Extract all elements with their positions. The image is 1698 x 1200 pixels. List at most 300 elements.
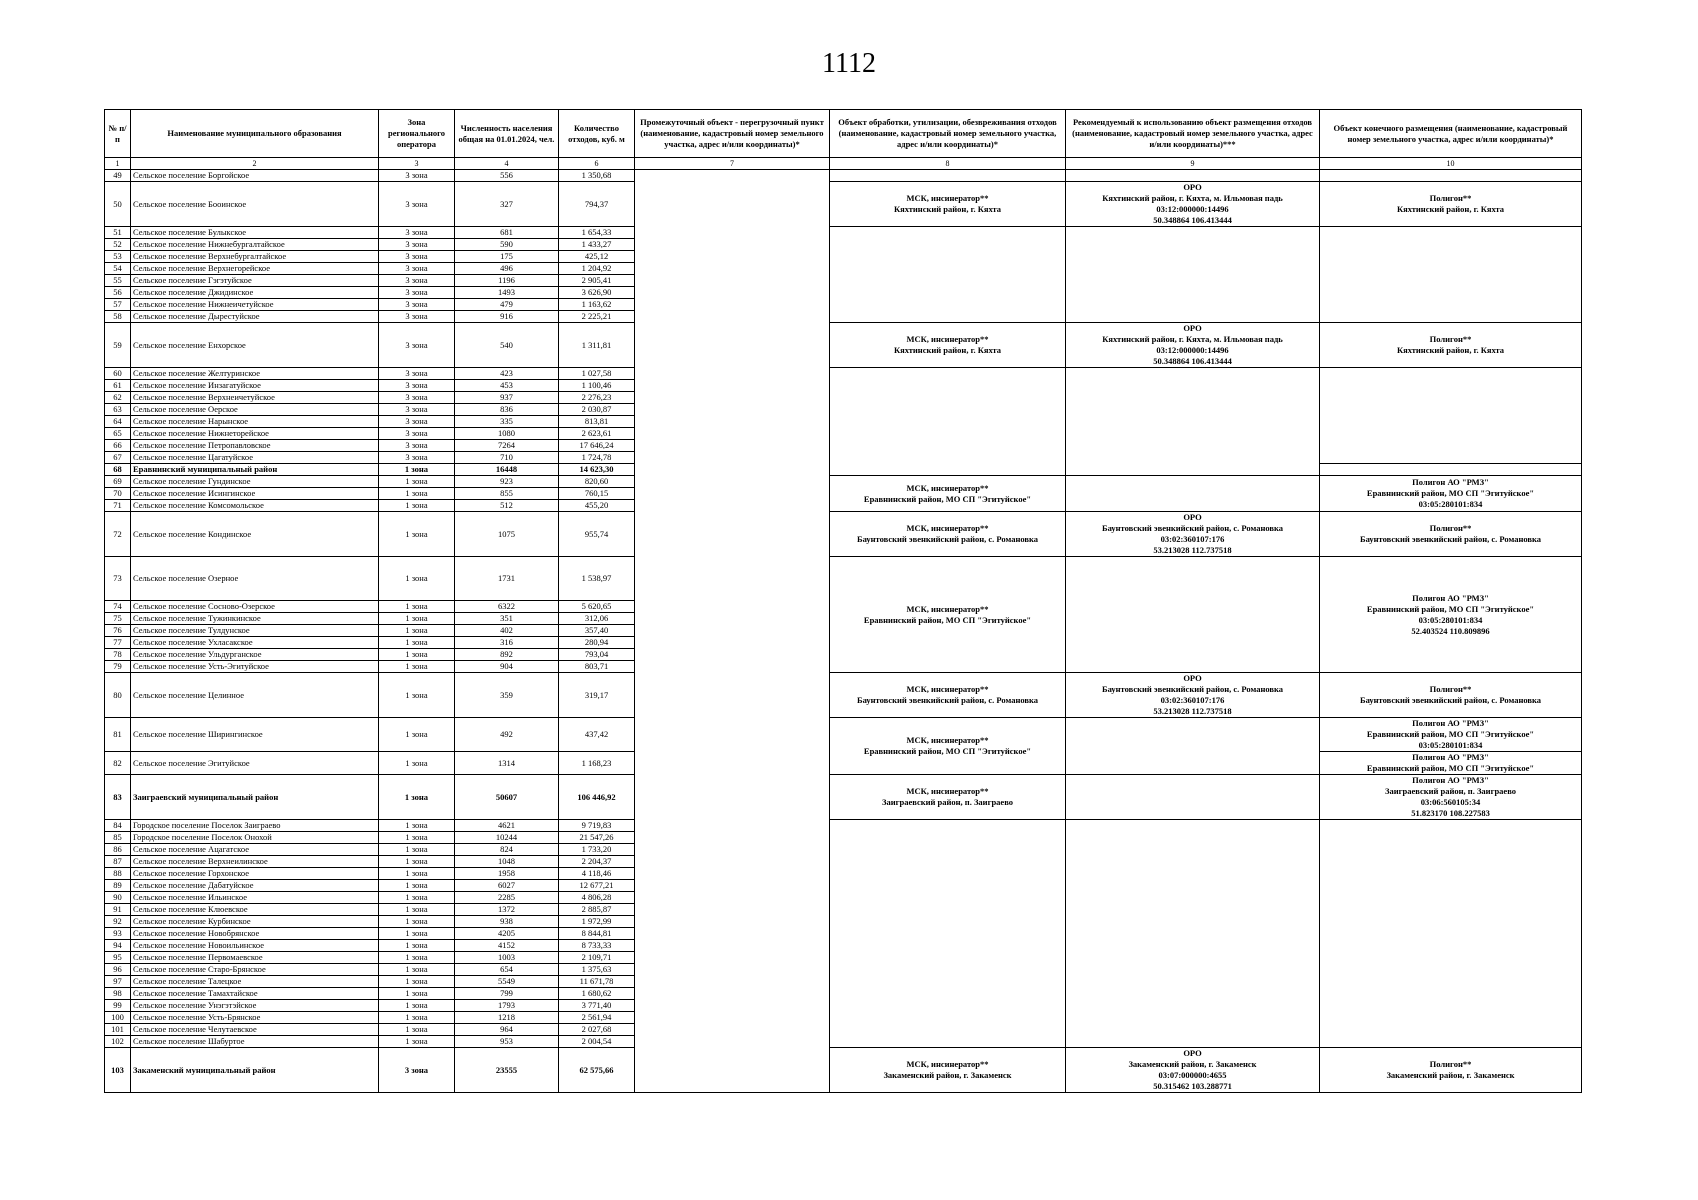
row-number: 85 [105,832,131,844]
population: 512 [455,500,559,512]
row-number: 79 [105,661,131,673]
municipality-name: Сельское поселение Верхнеичетуйское [131,392,379,404]
row-number: 95 [105,952,131,964]
facility-line: Кяхтинский район, г. Кяхта [1396,204,1505,214]
population: 4152 [455,940,559,952]
operator-zone: 1 зона [379,904,455,916]
population: 799 [455,988,559,1000]
colnum: 9 [1066,158,1320,170]
facility-line: ОРО [1183,1048,1202,1058]
waste-volume: 5 620,65 [559,601,635,613]
municipality-name: Сельское поселение Булыкское [131,227,379,239]
row-number: 91 [105,904,131,916]
facility-line: МСК, инсинератор** [906,786,989,796]
population: 359 [455,673,559,718]
waste-volume: 14 623,30 [559,464,635,476]
population: 938 [455,916,559,928]
facility-line: Кяхтинский район, г. Кяхта, м. Ильмовая падь [1102,334,1283,344]
municipality-name: Сельское поселение Исингинское [131,488,379,500]
table-row [105,323,1582,368]
operator-zone: 3 зона [379,368,455,380]
final-facility-cell [1320,718,1582,752]
waste-volume: 4 806,28 [559,892,635,904]
municipality-name: Еравнинский муниципальный район [131,464,379,476]
row-number: 73 [105,557,131,601]
row-number: 64 [105,416,131,428]
operator-zone: 1 зона [379,1036,455,1048]
municipality-name: Сельское поселение Горхонское [131,868,379,880]
waste-volume: 760,15 [559,488,635,500]
facility-line: 53.213028 112.737518 [1153,706,1232,716]
operator-zone: 3 зона [379,227,455,239]
colnum: 2 [131,158,379,170]
population: 556 [455,170,559,182]
waste-volume: 8 733,33 [559,940,635,952]
facility-line: Полигон** [1429,193,1472,203]
final-facility-cell [1320,464,1582,476]
operator-zone: 1 зона [379,856,455,868]
facility-line: ОРО [1183,323,1202,333]
waste-volume: 2 623,61 [559,428,635,440]
municipality-name: Сельское поселение Тужинкинское [131,613,379,625]
facility-line: Кяхтинский район, г. Кяхта, м. Ильмовая падь [1102,193,1283,203]
facility-line: Баунтовский эвенкийский район, с. Романовка [1359,534,1542,544]
row-number: 84 [105,820,131,832]
municipality-name: Сельское поселение Оерское [131,404,379,416]
row-number: 103 [105,1048,131,1093]
operator-zone: 3 зона [379,404,455,416]
operator-zone: 1 зона [379,464,455,476]
population: 1048 [455,856,559,868]
final-facility-cell [1320,673,1582,718]
row-number: 53 [105,251,131,263]
municipality-name: Сельское поселение Верхнегорейское [131,263,379,275]
population: 1493 [455,287,559,299]
population: 923 [455,476,559,488]
processing-facility-cell [830,1048,1066,1093]
header-row [105,110,1582,158]
facility-line: Полигон АО "РМЗ" [1412,752,1489,762]
waste-volume: 2 030,87 [559,404,635,416]
population: 492 [455,718,559,752]
page-number: 1112 [822,48,876,79]
waste-volume: 820,60 [559,476,635,488]
final-facility-cell [1320,227,1582,323]
facility-line: ОРО [1183,182,1202,192]
operator-zone: 3 зона [379,182,455,227]
facility-line: Еравнинский район, МО СП "Эгитуйское" [1366,488,1535,498]
population: 6027 [455,880,559,892]
facility-line: 03:02:360107:176 [1160,695,1225,705]
row-number: 102 [105,1036,131,1048]
population: 10244 [455,832,559,844]
row-number: 83 [105,775,131,820]
waste-volume: 1 350,68 [559,170,635,182]
colnum: 1 [105,158,131,170]
waste-volume: 1 163,62 [559,299,635,311]
municipality-name: Городское поселение Поселок Заиграево [131,820,379,832]
municipality-name: Сельское поселение Дабатуйское [131,880,379,892]
row-number: 61 [105,380,131,392]
population: 1314 [455,752,559,775]
facility-line: МСК, инсинератор** [906,684,989,694]
population: 824 [455,844,559,856]
waste-volume: 17 646,24 [559,440,635,452]
facility-line: Полигон** [1429,334,1472,344]
population: 479 [455,299,559,311]
processing-facility-cell [830,718,1066,775]
waste-volume: 1 204,92 [559,263,635,275]
waste-volume: 1 680,62 [559,988,635,1000]
municipality-name: Сельское поселение Джидинское [131,287,379,299]
colnum: 10 [1320,158,1582,170]
operator-zone: 1 зона [379,718,455,752]
municipality-name: Сельское поселение Усть-Эгитуйское [131,661,379,673]
recommended-facility-cell [1066,1048,1320,1093]
facility-line: МСК, инсинератор** [906,603,989,614]
population: 953 [455,1036,559,1048]
recommended-facility-cell [1066,718,1320,775]
population: 1218 [455,1012,559,1024]
operator-zone: 1 зона [379,820,455,832]
recommended-facility-cell [1066,170,1320,182]
row-number: 97 [105,976,131,988]
row-number: 81 [105,718,131,752]
population: 175 [455,251,559,263]
municipality-name: Сельское поселение Ухласакское [131,637,379,649]
row-number: 66 [105,440,131,452]
municipality-name: Сельское поселение Унэгэтэйское [131,1000,379,1012]
facility-line: Полигон АО "РМЗ" [1412,477,1489,487]
municipality-name: Сельское поселение Гундинское [131,476,379,488]
row-number: 90 [105,892,131,904]
municipality-name: Сельское поселение Ильинское [131,892,379,904]
waste-volume: 2 885,87 [559,904,635,916]
facility-line: Полигон АО "РМЗ" [1412,592,1489,603]
waste-volume: 2 204,37 [559,856,635,868]
waste-volume: 2 225,21 [559,311,635,323]
waste-volume: 280,94 [559,637,635,649]
waste-volume: 803,71 [559,661,635,673]
operator-zone: 3 зона [379,251,455,263]
waste-volume: 1 654,33 [559,227,635,239]
processing-facility-cell [830,323,1066,368]
municipality-name: Сельское поселение Талецкое [131,976,379,988]
processing-facility-cell [830,775,1066,820]
row-number: 100 [105,1012,131,1024]
row-number: 71 [105,500,131,512]
waste-volume: 1 027,58 [559,368,635,380]
waste-volume: 437,42 [559,718,635,752]
facility-line: Полигон АО "РМЗ" [1412,775,1489,785]
operator-zone: 1 зона [379,613,455,625]
header-recommended: Рекомендуемый к использованию объект размещения отходов (наименование, кадастровый номер земельного участка, адрес и/или координаты)*** [1066,110,1320,158]
table-row [105,182,1582,227]
municipality-name: Сельское поселение Нижнеичетуйское [131,299,379,311]
colnum: 4 [455,158,559,170]
waste-volume: 1 733,20 [559,844,635,856]
municipality-name: Сельское поселение Целинное [131,673,379,718]
population: 836 [455,404,559,416]
facility-line: Еравнинский район, МО СП "Эгитуйское" [863,614,1032,625]
waste-volume: 1 972,99 [559,916,635,928]
recommended-facility-cell [1066,227,1320,323]
operator-zone: 3 зона [379,416,455,428]
table-row [105,1048,1582,1093]
transfer-facility-cell [635,170,830,1093]
municipality-name: Сельское поселение Ульдурганское [131,649,379,661]
facility-line: 03:02:360107:176 [1160,534,1225,544]
waste-volume: 11 671,78 [559,976,635,988]
population: 16448 [455,464,559,476]
municipality-name: Сельское поселение Цагатуйское [131,452,379,464]
waste-volume: 4 118,46 [559,868,635,880]
population: 351 [455,613,559,625]
row-number: 78 [105,649,131,661]
municipality-name: Сельское поселение Кондинское [131,512,379,557]
row-number: 74 [105,601,131,613]
population: 1793 [455,1000,559,1012]
operator-zone: 3 зона [379,287,455,299]
municipality-name: Сельское поселение Эгитуйское [131,752,379,775]
row-number: 60 [105,368,131,380]
final-facility-cell [1320,476,1582,512]
processing-facility-cell [830,820,1066,1048]
operator-zone: 1 зона [379,601,455,613]
waste-volume: 319,17 [559,673,635,718]
facility-line: Полигон** [1429,1059,1472,1069]
row-number: 87 [105,856,131,868]
row-number: 86 [105,844,131,856]
final-facility-cell [1320,512,1582,557]
operator-zone: 1 зона [379,976,455,988]
waste-volume: 8 844,81 [559,928,635,940]
row-number: 49 [105,170,131,182]
population: 316 [455,637,559,649]
facility-line: Заиграевский район, п. Заиграево [1385,786,1516,796]
row-number: 69 [105,476,131,488]
operator-zone: 3 зона [379,323,455,368]
population: 590 [455,239,559,251]
population: 681 [455,227,559,239]
waste-volume: 1 311,81 [559,323,635,368]
operator-zone: 3 зона [379,452,455,464]
population: 496 [455,263,559,275]
row-number: 56 [105,287,131,299]
municipality-name: Сельское поселение Верхнебургалтайское [131,251,379,263]
row-number: 80 [105,673,131,718]
facility-line: Баунтовский эвенкийский район, с. Романовка [856,534,1039,544]
municipality-name: Сельское поселение Нижнеторейское [131,428,379,440]
operator-zone: 1 зона [379,649,455,661]
municipality-name: Сельское поселение Ширингинское [131,718,379,752]
operator-zone: 3 зона [379,392,455,404]
operator-zone: 3 зона [379,311,455,323]
population: 327 [455,182,559,227]
processing-facility-cell [830,673,1066,718]
operator-zone: 1 зона [379,637,455,649]
header-population: Численность населения общая на 01.01.2024, чел. [455,110,559,158]
waste-volume: 2 004,54 [559,1036,635,1048]
municipality-name: Заиграевский муниципальный район [131,775,379,820]
population: 335 [455,416,559,428]
facility-line: 51.823170 108.227583 [1411,808,1490,818]
municipality-name: Сельское поселение Дырестуйское [131,311,379,323]
facility-line: 50.315462 103.288771 [1153,1081,1232,1091]
recommended-facility-cell [1066,775,1320,820]
processing-facility-cell [830,227,1066,323]
population: 1196 [455,275,559,287]
municipality-name: Сельское поселение Сосново-Озерское [131,601,379,613]
operator-zone: 1 зона [379,500,455,512]
row-number: 52 [105,239,131,251]
population: 6322 [455,601,559,613]
waste-volume: 1 100,46 [559,380,635,392]
municipality-name: Сельское поселение Нарынское [131,416,379,428]
operator-zone: 1 зона [379,1024,455,1036]
row-number: 58 [105,311,131,323]
population: 654 [455,964,559,976]
municipality-name: Сельское поселение Бооинское [131,182,379,227]
recommended-facility-cell [1066,673,1320,718]
facility-line: Еравнинский район, МО СП "Эгитуйское" [1366,603,1535,614]
table-row [105,170,1582,182]
population: 50607 [455,775,559,820]
recommended-facility-cell [1066,512,1320,557]
population: 937 [455,392,559,404]
row-number: 50 [105,182,131,227]
operator-zone: 1 зона [379,964,455,976]
processing-facility-cell [830,182,1066,227]
facility-line: Еравнинский район, МО СП "Эгитуйское" [1366,763,1535,773]
waste-volume: 2 905,41 [559,275,635,287]
processing-facility-cell [830,512,1066,557]
facility-line: 52.403524 110.809896 [1411,625,1490,636]
final-facility-cell [1320,557,1582,673]
row-number: 75 [105,613,131,625]
facility-line: 03:05:280101:834 [1418,499,1483,509]
row-number: 82 [105,752,131,775]
final-facility-cell [1320,368,1582,464]
facility-line: ОРО [1183,512,1202,522]
operator-zone: 3 зона [379,170,455,182]
facility-line: Закаменский район, г. Закаменск [1386,1070,1515,1080]
population: 7264 [455,440,559,452]
row-number: 51 [105,227,131,239]
facility-line: Полигон** [1429,684,1472,694]
operator-zone: 3 зона [379,239,455,251]
population: 1080 [455,428,559,440]
final-facility-cell [1320,182,1582,227]
municipality-name: Сельское поселение Енхорское [131,323,379,368]
waste-volume: 3 771,40 [559,1000,635,1012]
facility-line: Заиграевский район, п. Заиграево [882,797,1013,807]
facility-line: ОРО [1183,673,1202,683]
waste-volume: 1 375,63 [559,964,635,976]
row-number: 99 [105,1000,131,1012]
header-final: Объект конечного размещения (наименование, кадастровый номер земельного участка, адрес и/или координаты)* [1320,110,1582,158]
municipality-name: Сельское поселение Верхнеилинское [131,856,379,868]
facility-line: Полигон АО "РМЗ" [1412,718,1489,728]
municipality-name: Сельское поселение Желтуринское [131,368,379,380]
row-number: 76 [105,625,131,637]
row-number: 92 [105,916,131,928]
operator-zone: 3 зона [379,380,455,392]
row-number: 65 [105,428,131,440]
recommended-facility-cell [1066,820,1320,1048]
municipality-name: Сельское поселение Старо-Брянское [131,964,379,976]
header-name: Наименование муниципального образования [131,110,379,158]
operator-zone: 3 зона [379,263,455,275]
facility-line: 50.348864 106.413444 [1153,215,1232,225]
population: 1075 [455,512,559,557]
final-facility-cell [1320,752,1582,775]
row-number: 101 [105,1024,131,1036]
final-facility-cell [1320,323,1582,368]
municipality-name: Сельское поселение Клюевское [131,904,379,916]
facility-line: Кяхтинский район, г. Кяхта [893,204,1002,214]
municipality-name: Сельское поселение Новобрянское [131,928,379,940]
waste-volume: 62 575,66 [559,1048,635,1093]
operator-zone: 3 зона [379,1048,455,1093]
waste-volume: 357,40 [559,625,635,637]
facility-line: Баунтовский эвенкийский район, с. Романовка [1101,523,1284,533]
waste-volume: 2 109,71 [559,952,635,964]
facility-line: 53.213028 112.737518 [1153,545,1232,555]
population: 1958 [455,868,559,880]
row-number: 89 [105,880,131,892]
population: 916 [455,311,559,323]
facility-line: Кяхтинский район, г. Кяхта [893,345,1002,355]
municipality-name: Сельское поселение Первомаевское [131,952,379,964]
waste-volume: 9 719,83 [559,820,635,832]
waste-volume: 312,06 [559,613,635,625]
facility-line: Еравнинский район, МО СП "Эгитуйское" [863,746,1032,756]
processing-facility-cell [830,170,1066,182]
operator-zone: 1 зона [379,952,455,964]
waste-volume: 21 547,26 [559,832,635,844]
facility-line: Баунтовский эвенкийский район, с. Романовка [1101,684,1284,694]
operator-zone: 1 зона [379,868,455,880]
waste-volume: 2 561,94 [559,1012,635,1024]
facility-line: МСК, инсинератор** [906,735,989,745]
colnum: 7 [635,158,830,170]
table-row [105,820,1582,832]
operator-zone: 1 зона [379,488,455,500]
operator-zone: 1 зона [379,752,455,775]
row-number: 57 [105,299,131,311]
facility-line: Еравнинский район, МО СП "Эгитуйское" [1366,729,1535,739]
waste-volume: 106 446,92 [559,775,635,820]
row-number: 88 [105,868,131,880]
waste-volume: 425,12 [559,251,635,263]
facility-line: Баунтовский эвенкийский район, с. Романовка [856,695,1039,705]
recommended-facility-cell [1066,368,1320,476]
population: 1003 [455,952,559,964]
recommended-facility-cell [1066,476,1320,512]
municipality-name: Сельское поселение Петропавловское [131,440,379,452]
facility-line: Баунтовский эвенкийский район, с. Романовка [1359,695,1542,705]
row-number: 98 [105,988,131,1000]
facility-line: МСК, инсинератор** [906,193,989,203]
row-number: 70 [105,488,131,500]
column-numbers-row [105,158,1582,170]
population: 855 [455,488,559,500]
facility-line: Еравнинский район, МО СП "Эгитуйское" [863,493,1032,504]
recommended-facility-cell [1066,182,1320,227]
population: 4205 [455,928,559,940]
operator-zone: 1 зона [379,673,455,718]
